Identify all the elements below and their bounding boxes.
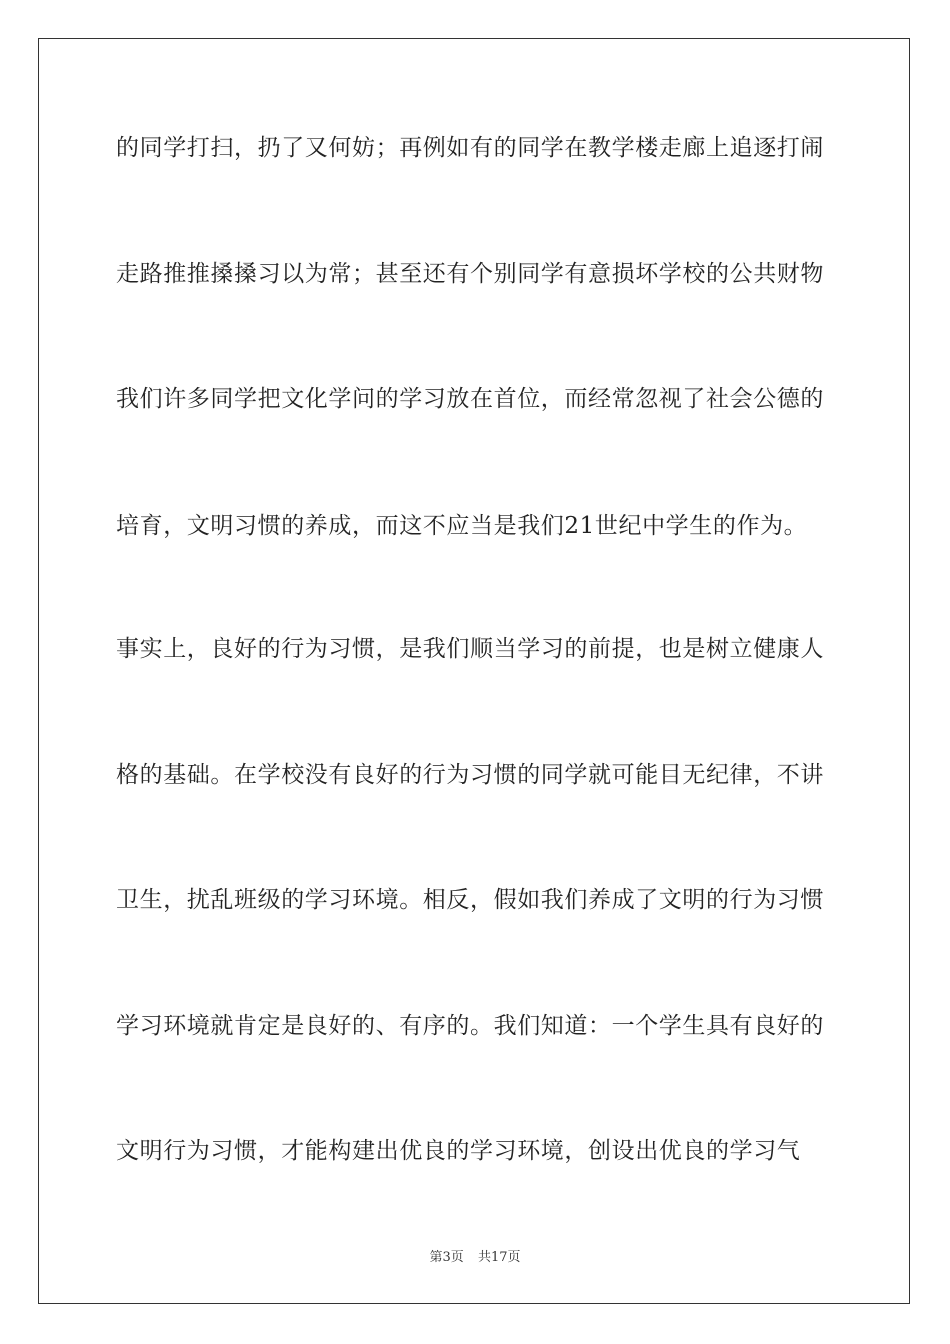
page-total: 共17页: [477, 1250, 521, 1265]
body-text-line: 的同学打扫，扔了又何妨；再例如有的同学在教学楼走廊上追逐打闹: [116, 135, 824, 161]
body-text-line: 格的基础。在学校没有良好的行为习惯的同学就可能目无纪律，不讲: [116, 762, 824, 788]
body-text-line: 学习环境就肯定是良好的、有序的。我们知道：一个学生具有良好的: [116, 1013, 824, 1039]
body-text-line: 卫生，扰乱班级的学习环境。相反，假如我们养成了文明的行为习惯: [116, 887, 824, 913]
body-text-line: 文明行为习惯，才能构建出优良的学习环境，创设出优良的学习气: [116, 1138, 801, 1164]
page-border: [38, 38, 910, 1304]
body-text-line: 我们许多同学把文化学问的学习放在首位，而经常忽视了社会公德的: [116, 386, 824, 412]
page-footer: [0, 1246, 950, 1265]
body-text-line: 走路推推搡搡习以为常；甚至还有个别同学有意损坏学校的公共财物: [116, 261, 824, 287]
body-text-line: 培育，文明习惯的养成，而这不应当是我们21世纪中学生的作为。: [116, 513, 808, 539]
page-number: 第3页: [429, 1250, 464, 1265]
body-text-line: 事实上，良好的行为习惯，是我们顺当学习的前提，也是树立健康人: [116, 636, 824, 662]
